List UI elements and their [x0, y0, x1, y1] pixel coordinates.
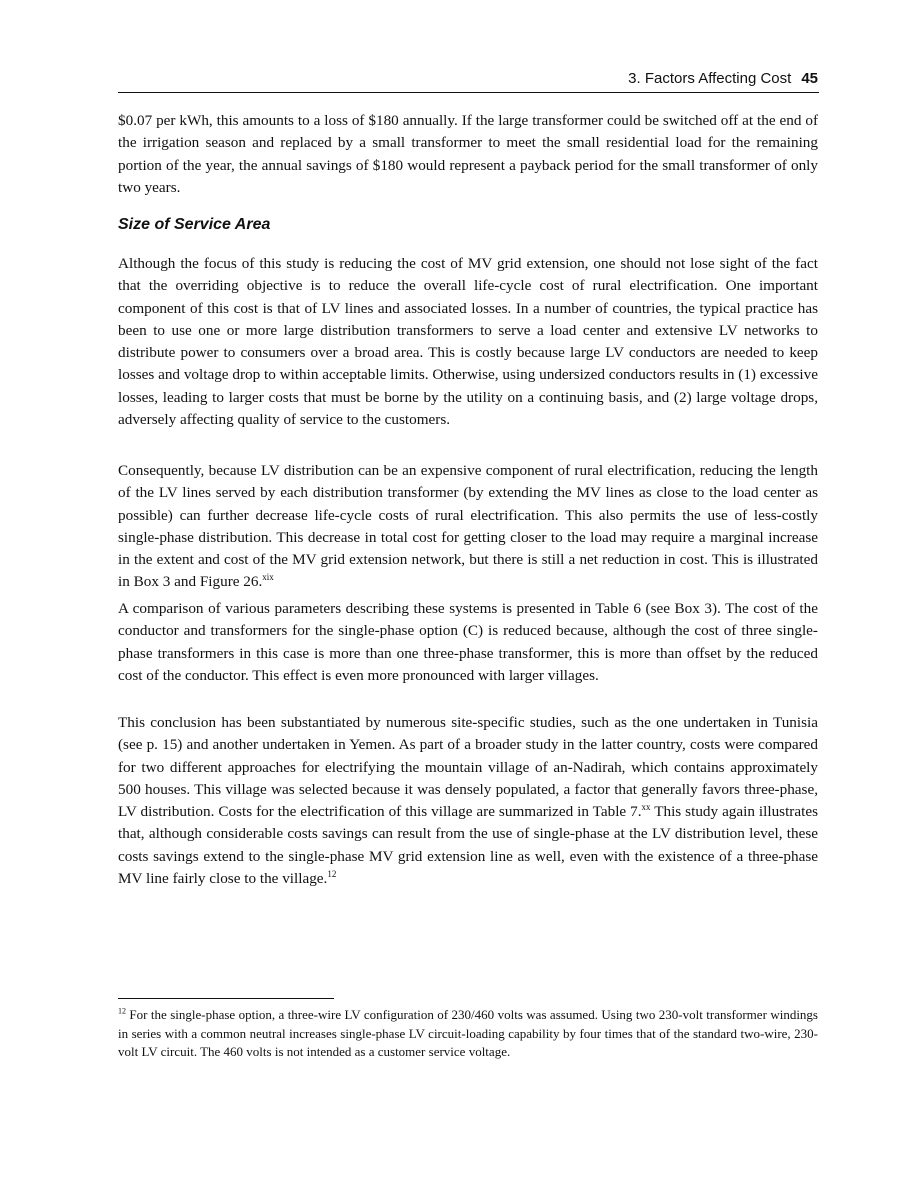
footnote-text: For the single-phase option, a three-wire LV configuration of 230/460 volts was assumed. Using two 230-volt transformer windings in series with a common neutral increases single-phase LV circuit-loading capability by four times that of the standard two-wire, 230-volt LV circuit. The 460 volts is not intended as a customer service voltage.: [118, 1007, 818, 1059]
footnote-ref-12: 12: [327, 869, 337, 880]
footnote-marker: 12: [118, 1006, 126, 1016]
section-title: 3. Factors Affecting Cost: [628, 70, 792, 87]
running-header: [118, 68, 818, 90]
paragraph-comparison: A comparison of various parameters describing these systems is presented in Table 6 (see Box 3). The cost of the conductor and transformers for the single-phase option (C) is reduced because, although the cost of three single-phase transformers in this case is more than one three-phase transformer, this is more than offset by the reduced cost of the conductor. This effect is even more pronounced with larger villages.: [118, 600, 818, 684]
section-heading: Size of Service Area: [118, 216, 271, 233]
header-rule: [118, 92, 819, 93]
paragraph-continuation: $0.07 per kWh, this amounts to a loss of $180 annually. If the large transformer could be switched off at the end of the irrigation season and replaced by a small transformer to meet the small residential load for the remaining portion of the year, the annual savings of $180 would represent a payback period for the small transformer of only two years.: [118, 112, 818, 196]
footnote-rule: [118, 998, 334, 999]
paragraph-text-a: This conclusion has been substantiated by numerous site-specific studies, such as the one undertaken in Tunisia (see p. 15) and another undertaken in Yemen. As part of a broader study in the latter country, costs were compared for two different approaches for electrifying the mountain village of an-Nadirah, which contains approximately 500 houses. This village was selected because it was densely populated, a factor that generally favors three-phase, LV distribution. Costs for the electrification of this village are summarized in Table 7.: [118, 714, 818, 821]
footnote: [118, 1006, 818, 1062]
page-number: 45: [801, 70, 818, 87]
paragraph-text: Consequently, because LV distribution can be an expensive component of rural electrification, reducing the length of the LV lines served by each distribution transformer (by extending the MV lines as close to the load center as possible) can further decrease life-cycle costs of rural electrification. This also permits the use of less-costly single-phase distribution. This decrease in total cost for getting closer to the load may require a marginal increase in the extent and cost of the MV grid extension network, but there is still a net reduction in cost. This is illustrated in Box 3 and Figure 26.: [118, 462, 818, 591]
paragraph-lv-lines: Although the focus of this study is reducing the cost of MV grid extension, one should not lose sight of the fact that the overriding objective is to reduce the overall life-cycle cost of rural electrification. One important component of this cost is that of LV lines and associated losses. In a number of countries, the typical practice has been to use one or more large distribution transformers to serve a load center and extensive LV networks to distribute power to consumers over a broad area. This is costly because large LV conductors are needed to keep losses and voltage drop to within acceptable limits. Otherwise, using undersized conductors results in (1) excessive losses, leading to larger costs that must be borne by the utility on a continuing basis, and (2) large voltage drops, adversely affecting quality of service to the customers.: [118, 255, 818, 429]
paragraph-text-b: This study again illustrates that, although considerable costs savings can result from the use of single-phase at the LV distribution level, these costs savings extend to the single-phase MV grid extension line as well, even with the existence of a three-phase MV line fairly close to the village.: [118, 803, 818, 888]
paragraph-conclusion: [118, 712, 818, 890]
endnote-ref-xix: xix: [262, 572, 274, 583]
paragraph-consequently: [118, 460, 818, 594]
endnote-ref-xx: xx: [641, 802, 651, 813]
